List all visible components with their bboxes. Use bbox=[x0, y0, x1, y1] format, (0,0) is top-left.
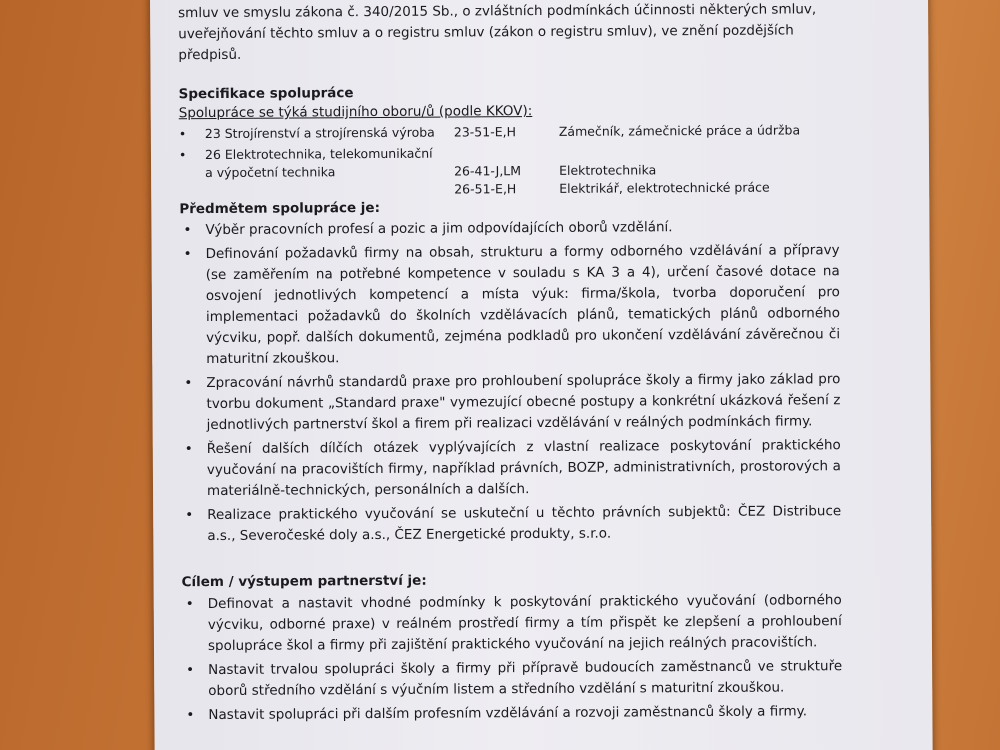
study-field-title: Elektrotechnika bbox=[559, 162, 657, 178]
subject-heading: Předmětem spolupráce je: bbox=[179, 199, 381, 218]
list-item-text: Nastavit trvalou spolupráci školy a firmy při přípravě budoucích zaměstnanců ve struktuře oborů středního vzdělání s výučním listem a středního vzdělání s maturitní zkouškou. bbox=[208, 658, 843, 700]
list-item bbox=[180, 369, 840, 436]
study-field-code: 26-51-E,H bbox=[454, 181, 517, 197]
bullet: • bbox=[185, 507, 194, 524]
study-field-code: 23-51-E,H bbox=[453, 124, 516, 140]
list-item-text: Řešení dalších dílčích otázek vyplývajících z vlastní realizace poskytování praktického vyučování na pracovištích firmy, například právních, BOZP, administrativních, prostorových a materiálně-technických, personálních a dalších. bbox=[206, 437, 841, 500]
bullet: • bbox=[183, 222, 192, 239]
list-item-text: Zpracování návrhů standardů praxe pro prohloubení spolupráce školy a firmy jako základ pro tvorbu dokument „Standard praxe" vymezující obecné postupy a konkrétní ukázková řešení z jednotlivých partnerství škol a firem při realizaci vzdělávání v reálných podmínkách firmy. bbox=[206, 371, 841, 434]
list-item bbox=[182, 656, 842, 702]
intro-line: předpisů. bbox=[178, 46, 242, 64]
bullet: • bbox=[183, 246, 192, 263]
bullet: • bbox=[178, 126, 187, 142]
goals-heading: Cílem / výstupem partnerství je: bbox=[181, 572, 427, 591]
study-field-code: 26-41-J,LM bbox=[454, 163, 522, 179]
list-item bbox=[181, 435, 841, 502]
list-item bbox=[181, 501, 841, 547]
intro-line: uveřejňování těchto smluv a o registru smluv (zákon o registru smluv), ve znění pozdějších bbox=[178, 22, 794, 43]
study-field-name: a výpočetní technika bbox=[205, 164, 336, 181]
intro-line: smluv ve smyslu zákona č. 340/2015 Sb., o zvláštních podmínkách účinnosti některých smluv, bbox=[178, 1, 817, 22]
list-item bbox=[182, 701, 842, 726]
list-item-text: Definování požadavků firmy na obsah, strukturu a formy odborného vzdělávání a přípravy (se zaměřením na potřebné kompetence v souladu s KA 3 a 4), určení časové dotace na osvojení jednotlivých kompetencí a místa výuk: firma/škola, tvorba doporučení pro implementaci požadavků do školních vzdělávacích plánů, tematických plánů odborného výcviku, popř. dalších dokumentů, zejména podkladů pro ukončení vzdělávání závěrečnou či maturitní zkouškou. bbox=[205, 242, 841, 368]
list-item-text: Výběr pracovních profesí a pozic a jim odpovídajících oborů vzdělání. bbox=[205, 219, 673, 239]
study-field-title: Zámečník, zámečnické práce a údržba bbox=[558, 122, 801, 139]
subject-list bbox=[179, 216, 841, 550]
list-item-text: Definovat a nastavit vhodné podmínky k poskytování praktického vyučování (odborného výcviku, odborné praxe) v reálném prostředí firmy a tím přispět ke zlepšení a prohloubení spolupráce škol a firmy při zajištění praktického vyučování na jejich reálných pracovištích. bbox=[207, 592, 842, 655]
list-item bbox=[182, 590, 842, 657]
list-item-text: Realizace praktického vyučování se uskuteční u těchto právních subjektů: ČEZ Distribuce a.s., Severočeské doly a.s., ČEZ Energetické produkty, s.r.o. bbox=[207, 503, 842, 545]
list-item bbox=[180, 240, 841, 370]
study-field-name: 26 Elektrotechnika, telekomunikační bbox=[204, 145, 433, 163]
bullet: • bbox=[178, 147, 187, 163]
list-item bbox=[179, 216, 839, 241]
study-field-title: Elektrikář, elektrotechnické práce bbox=[559, 179, 770, 196]
spec-heading: Specifikace spolupráce bbox=[178, 85, 354, 103]
list-item-text: Nastavit spolupráci při dalším profesním vzdělávání a rozvoji zaměstnanců školy a firmy. bbox=[208, 703, 808, 724]
bullet: • bbox=[186, 707, 195, 724]
study-field-name: 23 Strojírenství a strojírenská výroba bbox=[204, 124, 435, 142]
bullet: • bbox=[184, 375, 193, 392]
bullet: • bbox=[186, 662, 195, 679]
document-page bbox=[150, 0, 933, 750]
intro-paragraph bbox=[178, 0, 858, 66]
bullet: • bbox=[185, 596, 194, 613]
spec-subheading: Spolupráce se týká studijního oboru/ů (podle KKOV): bbox=[178, 103, 533, 122]
bullet: • bbox=[184, 441, 193, 458]
goals-list bbox=[182, 590, 843, 729]
